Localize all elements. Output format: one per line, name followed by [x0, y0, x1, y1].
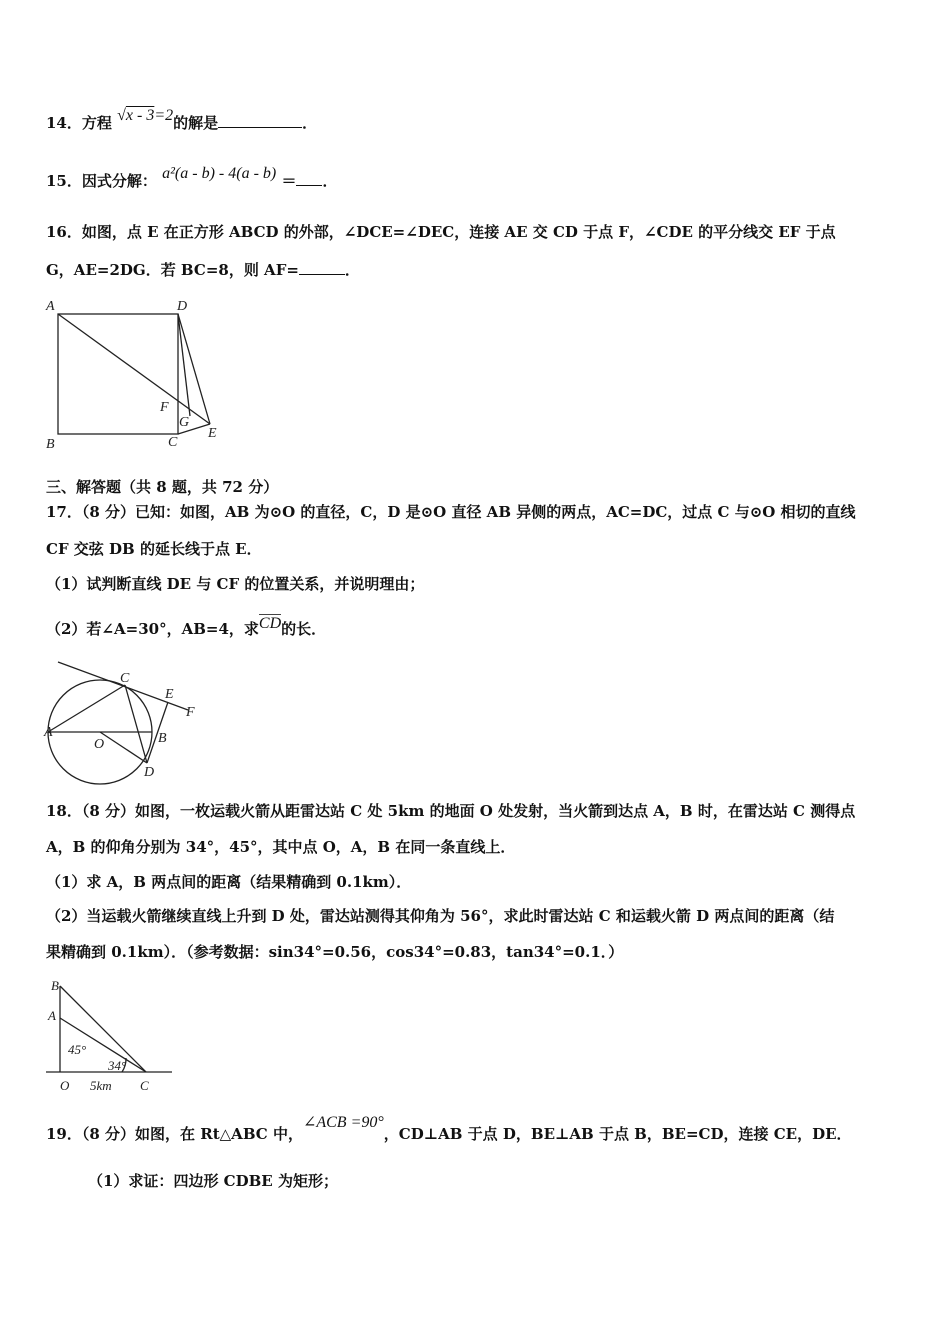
q18-line-1: 18．（8 分）如图，一枚运载火箭从距雷达站 C 处 5km 的地面 O 处发射，当火箭到达点 A，B 时，在雷达站 C 测得点: [46, 802, 856, 820]
q18-part-2b: 果精确到 0.1km）．（参考数据：sin34°=0.56，cos34°=0.83，tan34°=0.1．）: [46, 943, 624, 961]
q18-part-2a: （2）当运载火箭继续直线上升到 D 处，雷达站测得其仰角为 56°，求此时雷达站 C 和运载火箭 D 两点间的距离（结: [46, 907, 835, 925]
q17-line-2: CF 交弦 DB 的延长线于点 E．: [46, 540, 262, 558]
segment-bc: [60, 986, 146, 1072]
q15-prefix: 因式分解：: [81, 172, 157, 190]
segment-ac: [48, 685, 125, 732]
q19-suffix: ，CD⊥AB 于点 D，BE⊥AB 于点 B，BE=CD，连接 CE，DE．: [383, 1125, 852, 1143]
label-g: G: [179, 415, 190, 430]
label-e: E: [165, 687, 174, 702]
label-45: 45°: [68, 1042, 87, 1057]
label-5km: 5km: [90, 1078, 112, 1093]
q16-end: ．: [344, 261, 360, 279]
q17-part-2: [46, 615, 327, 639]
q15-number: 15．: [46, 172, 82, 190]
q15-suffix: ＝: [281, 172, 297, 190]
q16-line-1: 16．如图，点 E 在正方形 ABCD 的外部，∠DCE=∠DEC，连接 AE 交 CD 于点 F，∠CDE 的平分线交 EF 于点: [46, 223, 836, 241]
label-a: A: [48, 1008, 56, 1023]
q14-rhs: =2: [154, 107, 174, 124]
segment-dg: [178, 314, 190, 416]
label-a: A: [46, 299, 55, 314]
q17-figure: [40, 658, 210, 790]
section-3-heading: 三、解答题（共 8 题，共 72 分）: [46, 478, 279, 496]
q14-suffix: 的解是: [173, 114, 219, 132]
segment-de: [178, 314, 210, 424]
label-b: B: [158, 731, 167, 746]
q14-end: ．: [302, 114, 318, 132]
segment-ae: [58, 314, 210, 424]
q16-answer-blank: [299, 260, 345, 275]
label-o: O: [94, 737, 105, 752]
q16-line-2-text: G，AE=2DG．若 BC=8，则 AF=: [46, 261, 299, 279]
square-abcd: [58, 314, 178, 434]
label-f: F: [160, 400, 169, 415]
q16-figure: [40, 296, 225, 454]
label-a: A: [44, 725, 53, 740]
q19-prefix: 19．（8 分）如图，在 Rt△ABC 中，: [46, 1125, 303, 1143]
label-b: B: [46, 437, 55, 452]
q14-equation: √x - 3=2: [117, 107, 174, 124]
label-c: C: [120, 671, 130, 686]
q14-number: 14．: [46, 114, 82, 132]
q14-prefix: 方程: [81, 114, 112, 132]
q18-part-1: （1）求 A，B 两点间的距离（结果精确到 0.1km）．: [46, 873, 412, 891]
q17-arc-cd: CD: [258, 615, 282, 632]
question-14: [46, 107, 318, 133]
question-15: [46, 165, 338, 191]
q19-line-1: [46, 1114, 852, 1144]
label-c: C: [140, 1078, 149, 1093]
q19-angle: ∠ACB =90°: [302, 1114, 384, 1131]
label-e: E: [208, 426, 217, 441]
label-c: C: [168, 435, 178, 450]
label-o: O: [60, 1078, 70, 1093]
q14-radicand: x - 3: [125, 107, 155, 124]
label-f: F: [186, 705, 195, 720]
q17-line-1: 17．（8 分）已知：如图，AB 为⊙O 的直径，C，D 是⊙O 直径 AB 异侧的两点，AC=DC，过点 C 与⊙O 相切的直线: [46, 503, 856, 521]
label-d: D: [144, 765, 155, 780]
q18-figure: [40, 974, 180, 1098]
label-34: 34°: [108, 1058, 127, 1073]
q16-line-2: [46, 259, 360, 280]
q14-answer-blank: [218, 113, 302, 128]
q17-part-2-prefix: （2）若∠A=30°，AB=4，求: [46, 620, 259, 638]
q15-answer-blank: [296, 171, 322, 186]
label-d: D: [177, 299, 188, 314]
q18-line-2: A，B 的仰角分别为 34°，45°，其中点 O，A，B 在同一条直线上．: [46, 838, 516, 856]
label-b: B: [51, 978, 59, 993]
q17-part-1: （1）试判断直线 DE 与 CF 的位置关系，并说明理由；: [46, 575, 425, 593]
q15-expression: a²(a - b) - 4(a - b): [162, 165, 277, 182]
q15-end: ．: [322, 172, 338, 190]
q17-part-2-suffix: 的长．: [281, 620, 327, 638]
q19-part-1: （1）求证：四边形 CDBE 为矩形；: [88, 1172, 338, 1190]
